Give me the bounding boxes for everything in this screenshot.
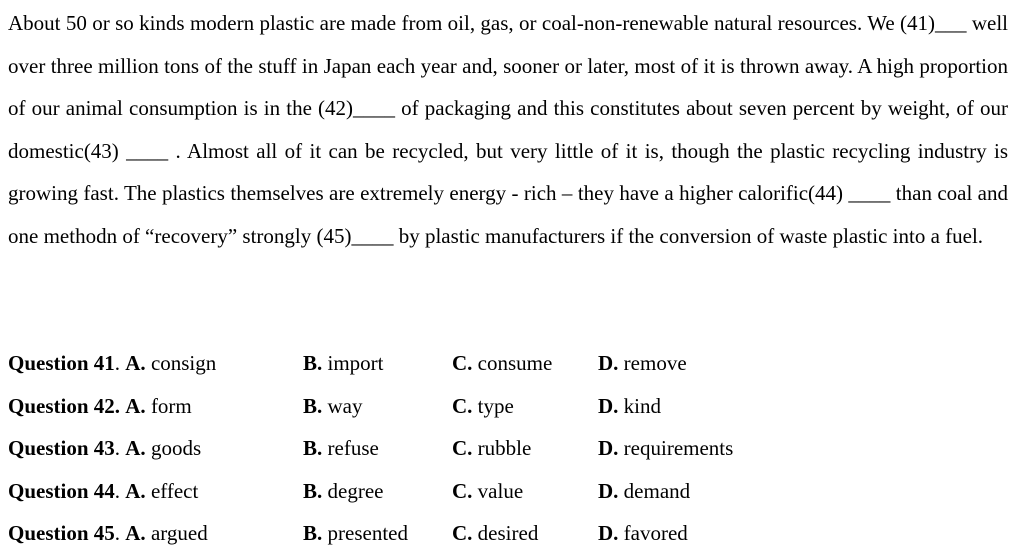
option-b-text: import <box>327 351 384 375</box>
question-separator: . <box>114 436 121 460</box>
option-b <box>303 342 452 385</box>
question-label: Question 44 <box>8 478 115 503</box>
option-d-text: kind <box>623 393 662 418</box>
option-d <box>598 427 798 470</box>
option-c-text: desired <box>477 521 539 545</box>
option-c-label: C. <box>452 478 473 503</box>
option-c-label: C. <box>452 393 473 418</box>
option-b-text: way <box>327 393 363 418</box>
question-row <box>8 342 1008 385</box>
option-c <box>452 385 598 428</box>
option-a-label: A. <box>125 393 146 418</box>
option-c-label: C. <box>452 351 473 375</box>
option-a-text: form <box>150 393 192 418</box>
question-header <box>8 385 303 428</box>
option-d-text: favored <box>623 521 688 545</box>
option-a-text: consign <box>150 351 217 375</box>
question-header <box>8 512 303 555</box>
passage-line: it is thrown away. A high proportion of our animal consumption is in the (42)____ of packaging and <box>8 53 1009 120</box>
option-b <box>303 512 452 555</box>
option-b <box>303 470 452 513</box>
passage-line: About 50 or so kinds modern plastic are made from oil, gas, or coal-non-renewable natural resources. <box>8 11 863 35</box>
option-b <box>303 385 452 428</box>
question-label: Question 42 <box>8 393 115 418</box>
option-a-label: A. <box>125 478 146 503</box>
question-row <box>8 512 1008 555</box>
option-c-text: rubble <box>477 436 532 460</box>
question-header <box>8 342 303 385</box>
passage-line: recycled, but very little of it is, though the plastic recycling industry is growing fast. The plastics <box>8 138 1008 205</box>
option-d-label: D. <box>598 521 619 545</box>
option-b-label: B. <box>303 521 323 545</box>
passage-line: into a fuel. <box>892 223 984 248</box>
option-b <box>303 427 452 470</box>
option-c-label: C. <box>452 521 473 545</box>
question-row <box>8 470 1008 513</box>
option-d-label: D. <box>598 478 619 503</box>
option-b-label: B. <box>303 478 323 503</box>
option-b-label: B. <box>303 351 323 375</box>
question-separator: . <box>114 393 121 418</box>
option-a-text: argued <box>150 521 208 545</box>
option-c <box>452 427 598 470</box>
option-d-text: remove <box>623 351 687 375</box>
option-c <box>452 342 598 385</box>
option-c <box>452 512 598 555</box>
option-b-text: refuse <box>327 436 379 460</box>
passage-line: this constitutes about seven percent by weight, of our domestic(43) ____ . Almost all of it can be <box>8 96 1008 163</box>
option-d <box>598 342 798 385</box>
option-b-label: B. <box>303 393 323 418</box>
option-d-text: demand <box>623 478 691 503</box>
option-a-text: effect <box>150 478 199 503</box>
question-row <box>8 385 1008 428</box>
option-d-label: D. <box>598 351 619 375</box>
option-c-text: value <box>477 478 524 503</box>
option-d <box>598 385 798 428</box>
question-label: Question 43 <box>8 436 115 460</box>
question-list <box>8 342 1008 555</box>
option-c-label: C. <box>452 436 473 460</box>
reading-passage <box>8 2 1008 257</box>
option-c <box>452 470 598 513</box>
question-label: Question 45 <box>8 521 115 545</box>
question-row <box>8 427 1008 470</box>
option-d-label: D. <box>598 436 619 460</box>
question-header <box>8 427 303 470</box>
passage-text <box>8 2 1008 257</box>
option-a-label: A. <box>125 351 146 375</box>
option-c-text: consume <box>477 351 553 375</box>
option-c-text: type <box>477 393 514 418</box>
option-d-text: requirements <box>623 436 734 460</box>
passage-line: We (41)___ well over three million tons of the stuff in Japan each year and, sooner or later, most of <box>8 11 1009 78</box>
question-separator: . <box>114 521 121 545</box>
question-header <box>8 470 303 513</box>
question-label: Question 41 <box>8 351 115 375</box>
option-a-label: A. <box>125 521 146 545</box>
option-d <box>598 470 798 513</box>
option-b-text: degree <box>327 478 384 503</box>
passage-line: methodn of “recovery” strongly (45)____ by plastic manufacturers if the conversion of waste plastic <box>43 223 888 248</box>
option-d <box>598 512 798 555</box>
passage-line: themselves are extremely energy - rich – they have a higher calorific(44) ____ than coal and one <box>8 181 1009 248</box>
question-separator: . <box>114 478 121 503</box>
option-b-label: B. <box>303 436 323 460</box>
option-d-label: D. <box>598 393 619 418</box>
option-b-text: presented <box>327 521 408 545</box>
question-separator: . <box>114 351 121 375</box>
option-a-text: goods <box>150 436 202 460</box>
option-a-label: A. <box>125 436 146 460</box>
